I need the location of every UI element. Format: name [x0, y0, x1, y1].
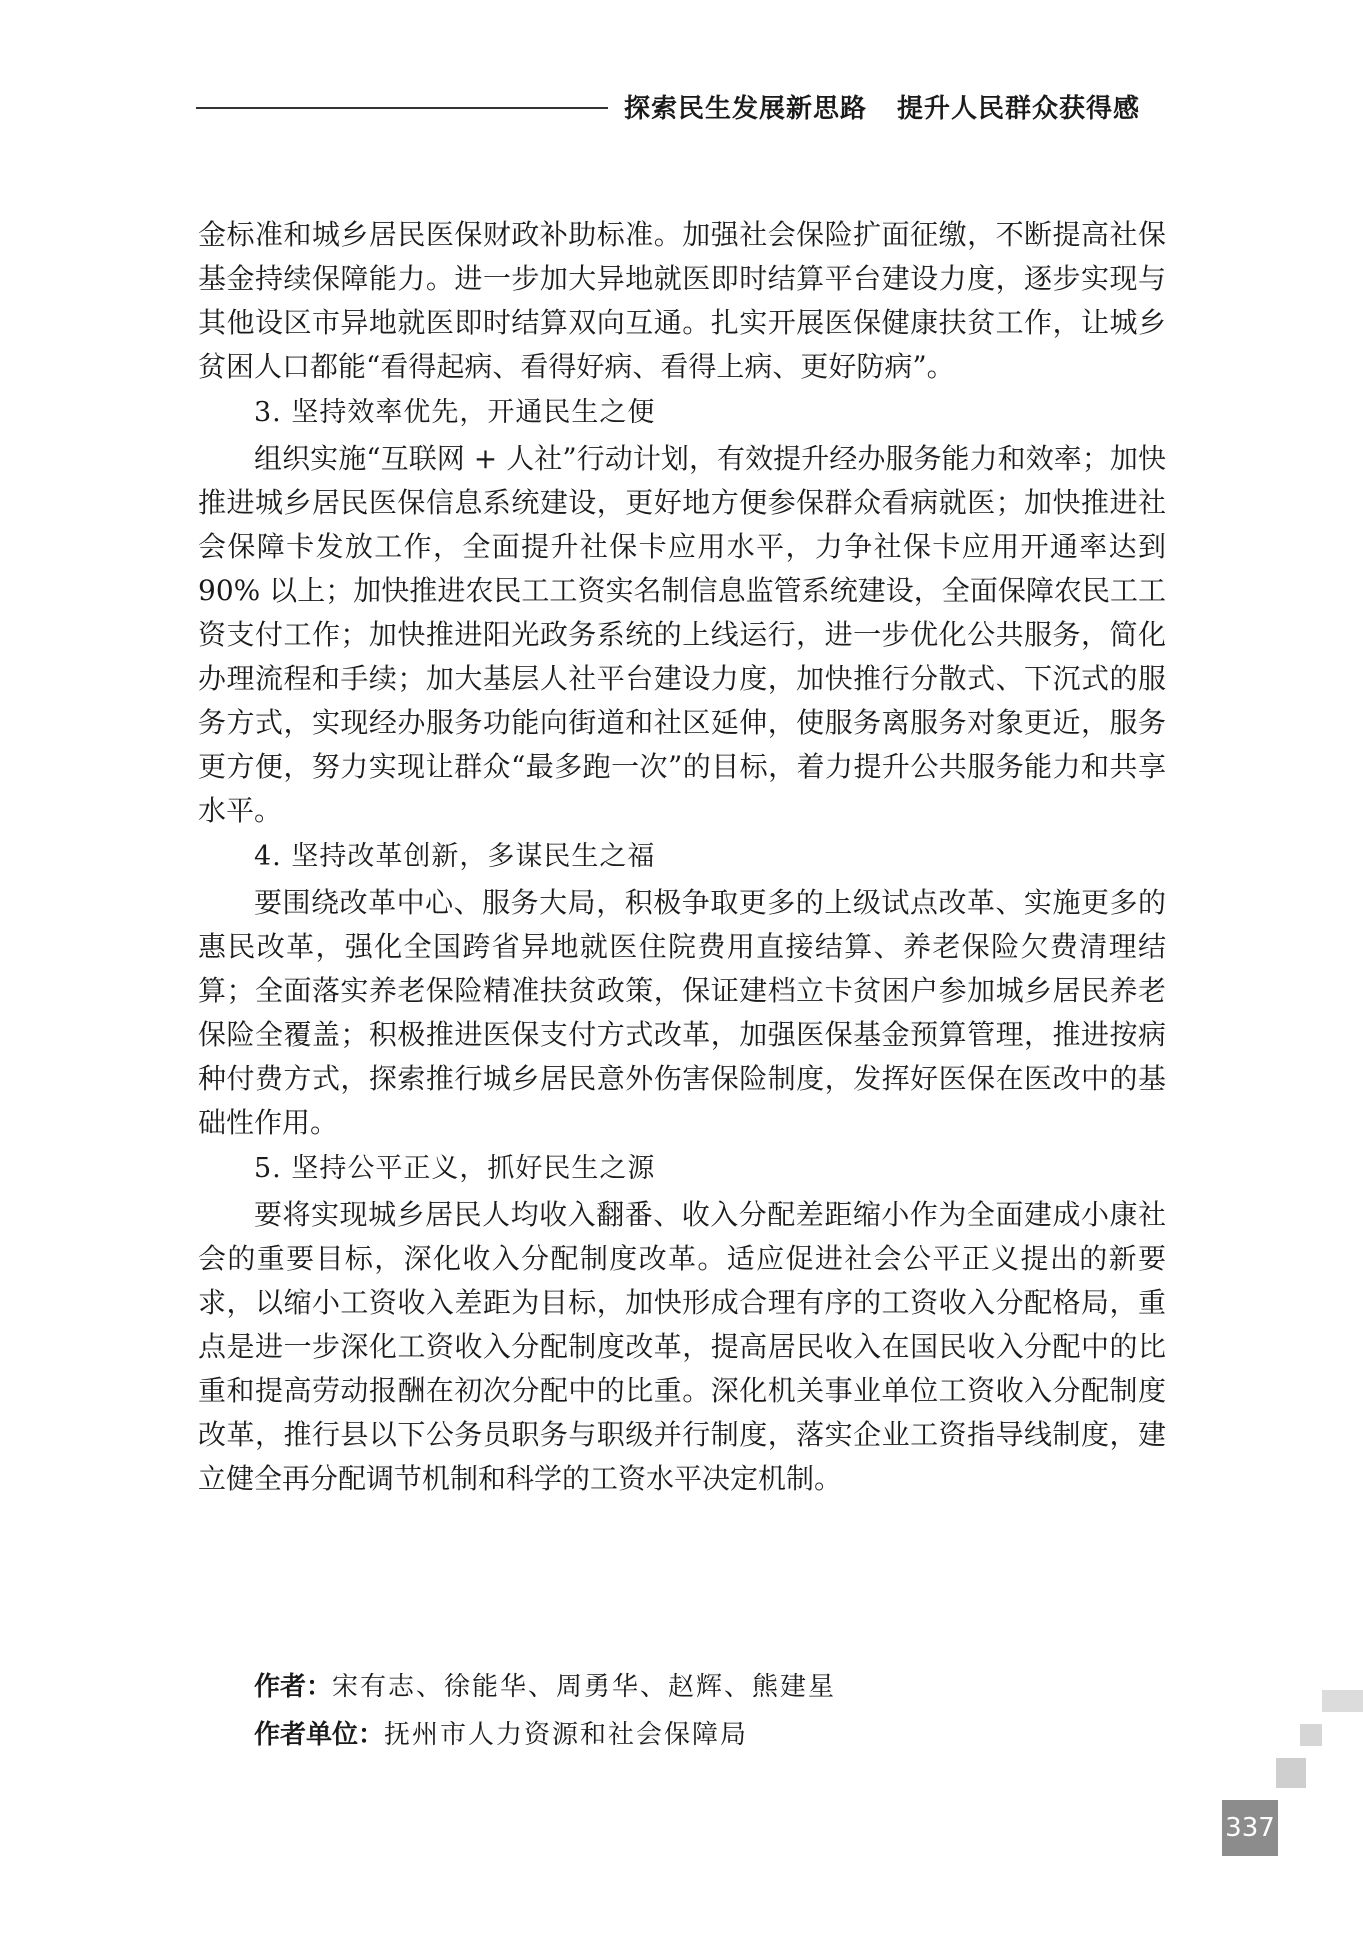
section-heading-5: 5. 坚持公平正义，抓好民生之源	[254, 1153, 656, 1184]
author-line	[254, 1663, 836, 1711]
decorative-square-3	[1276, 1758, 1306, 1788]
affiliation-label: 作者单位：	[254, 1720, 385, 1750]
running-head-right: 提升人民群众获得感	[897, 94, 1141, 124]
paragraph-5: 要将实现城乡居民人均收入翻番、收入分配差距缩小作为全面建成小康社会的重要目标，深化收入分配制度改革。适应促进社会公平正义提出的新要求，以缩小工资收入差距为目标，加快形成合理有序的工资收入分配格局，重点是进一步深化工资收入分配制度改革，提高居民收入在国民收入分配中的比重和提高劳动报酬在初次分配中的比重。深化机关事业单位工资收入分配制度改革，推行县以下公务员职务与职级并行制度，落实企业工资指导线制度，建立健全再分配调节机制和科学的工资水平决定机制。	[198, 1198, 1166, 1495]
page-number: 337	[1222, 1800, 1278, 1856]
decorative-square-1	[1322, 1690, 1363, 1712]
author-label: 作者：	[254, 1672, 333, 1702]
paragraph-3: 组织实施“互联网 + 人社”行动计划，有效提升经办服务能力和效率；加快推进城乡居民医保信息系统建设，更好地方便参保群众看病就医；加快推进社会保障卡发放工作，全面提升社保卡应用水平，力争社保卡应用开通率达到 90% 以上；加快推进农民工工资实名制信息监管系统建设，全面保障农民工工资支付工作；加快推进阳光政务系统的上线运行，进一步优化公共服务，简化办理流程和手续；加大基层人社平台建设力度，加快推行分散式、下沉式的服务方式，实现经办服务功能向街道和社区延伸，使服务离服务对象更近，服务更方便，努力实现让群众“最多跑一次”的目标，着力提升公共服务能力和共享水平。	[198, 442, 1166, 827]
paragraph-4: 要围绕改革中心、服务大局，积极争取更多的上级试点改革、实施更多的惠民改革，强化全国跨省异地就医住院费用直接结算、养老保险欠费清理结算；全面落实养老保险精准扶贫政策，保证建档立卡贫困户参加城乡居民养老保险全覆盖；积极推进医保支付方式改革，加强医保基金预算管理，推进按病种付费方式，探索推行城乡居民意外伤害保险制度，发挥好医保在医改中的基础性作用。	[198, 886, 1166, 1139]
affiliation-line	[254, 1711, 836, 1759]
header-rule	[196, 107, 608, 109]
section-heading-3: 3. 坚持效率优先，开通民生之便	[254, 397, 656, 428]
paragraph-1: 金标准和城乡居民医保财政补助标准。加强社会保险扩面征缴，不断提高社保基金持续保障能力。进一步加大异地就医即时结算平台建设力度，逐步实现与其他设区市异地就医即时结算双向互通。扎实开展医保健康扶贫工作，让城乡贫困人口都能“看得起病、看得好病、看得上病、更好防病”。	[198, 218, 1166, 383]
author-block	[254, 1663, 836, 1759]
author-names: 宋有志、徐能华、周勇华、赵辉、熊建星	[332, 1672, 837, 1702]
decorative-square-2	[1300, 1724, 1322, 1746]
article-body	[198, 213, 1166, 1501]
running-head-left: 探索民生发展新思路	[624, 94, 868, 124]
running-head	[624, 88, 1140, 125]
section-heading-4: 4. 坚持改革创新，多谋民生之福	[254, 841, 656, 872]
affiliation-value: 抚州市人力资源和社会保障局	[384, 1720, 749, 1750]
